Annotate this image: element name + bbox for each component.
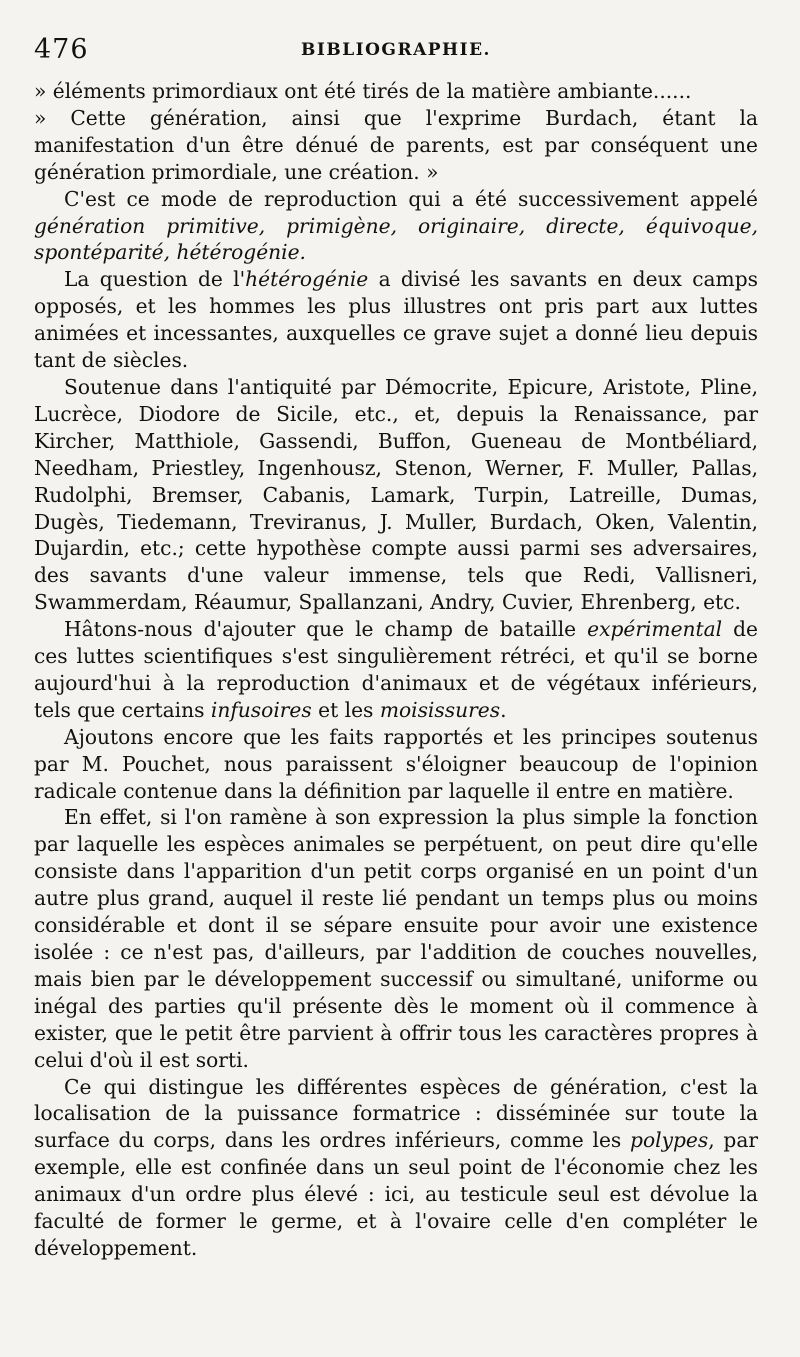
text-span: Ce qui distingue les différentes espèces de génération, c'est la localisation de la puissance formatrice : disséminée sur toute la surface du corps, dans les ordres inférieurs, comme les [34,1074,758,1153]
paragraph-supporters: Soutenue dans l'antiquité par Démocrite, Epicure, Aristote, Pline, Lucrèce, Diodore de Sicile, etc., et, depuis la Renaissance, par Kircher, Matthiole, Gassendi, Buffon, Gueneau de Montbéliard, Needham, Priestley, Ingenhousz, Stenon, Werner, F. Muller, Pallas, Rudolphi, Bremser, Cabanis, Lamark, Turpin, Latreille, Dumas, Dugès, Tiedemann, Treviranus, J. Muller, Burdach, Oken, Valentin, Dujardin, etc.; cette hypothèse compte aussi parmi ses adversaires, des savants d'une valeur immense, tels que Redi, Vallisneri, Swammerdam, Réaumur, Spallanzani, Andry, Cuvier, Ehrenberg, etc. [34,374,758,615]
paragraph-function: En effet, si l'on ramène à son expression la plus simple la fonction par laquelle les espèces animales se perpétuent, on peut dire qu'elle consiste dans l'apparition d'un petit corps organisé en un point d'un autre plus grand, auquel il reste lié pendant un temps plus ou moins considérable et dont il se sépare ensuite pour avoir une existence isolée : ce n'est pas, d'ailleurs, par l'addition de couches nouvelles, mais bien par le développement successif ou simultané, uniforme ou inégal des parties qu'il présente dès le moment où il commence à exister, que le petit être parvient à offrir tous les caractères propres à celui d'où il est sorti. [34,805,758,1072]
text-span: C'est ce mode de reproduction qui a été successivement appelé [64,186,758,211]
page-number: 476 [34,34,89,65]
text-span: de ces luttes scientifiques s'est singulièrement rétréci, et qu'il se borne aujourd'hui à la reproduction d'animaux et de végétaux inférieurs, tels que certains [34,617,758,722]
text-span: Hâtons-nous d'ajouter que le champ de bataille [64,617,588,642]
italic-term: expérimental [587,617,723,642]
paragraph-localisation [34,1074,758,1262]
italic-term: moisissures [379,697,501,722]
paragraph-battlefield [34,616,758,724]
text-body [34,78,758,1262]
paragraph-pouchet: Ajoutons encore que les faits rapportés et les principes soutenus par M. Pouchet, nous paraissent s'éloigner beaucoup de l'opinion radicale contenue dans la définition par laquelle il entre en matière. [34,724,758,803]
running-title: BIBLIOGRAPHIE. [301,40,491,60]
italic-term: hétérogénie [245,267,369,292]
text-span: a divisé les savants en deux camps opposés, et les hommes les plus illustres ont pris part aux luttes animées et incessantes, auxquelles ce grave sujet a donné lieu depuis tant de siècles. [34,267,758,373]
text-span: . [500,697,507,722]
page-header [34,34,758,78]
paragraph-quote-2: » Cette génération, ainsi que l'exprime Burdach, étant la manifestation d'un être dénué de parents, est par conséquent une génération primordiale, une création. » [34,105,758,184]
text-span: , par exemple, elle est confinée dans un seul point de l'économie chez les animaux d'un ordre plus élevé : ici, au testicule seul est dévolue la faculté de former le germe, et à l'ovaire celle d'en compléter le développement. [34,1128,758,1260]
italic-terms: génération primitive, primigène, originaire, directe, équivoque, spontéparité, hétérogénie. [34,213,758,265]
paragraph-modes [34,186,758,267]
text-span: et les [311,697,380,722]
italic-term: polypes [630,1128,709,1153]
text-span: La question de l' [64,267,246,292]
paragraph-question [34,266,758,374]
italic-term: infusoires [210,697,312,722]
paragraph-quote-1: » éléments primordiaux ont été tirés de la matière ambiante...... [34,79,692,103]
